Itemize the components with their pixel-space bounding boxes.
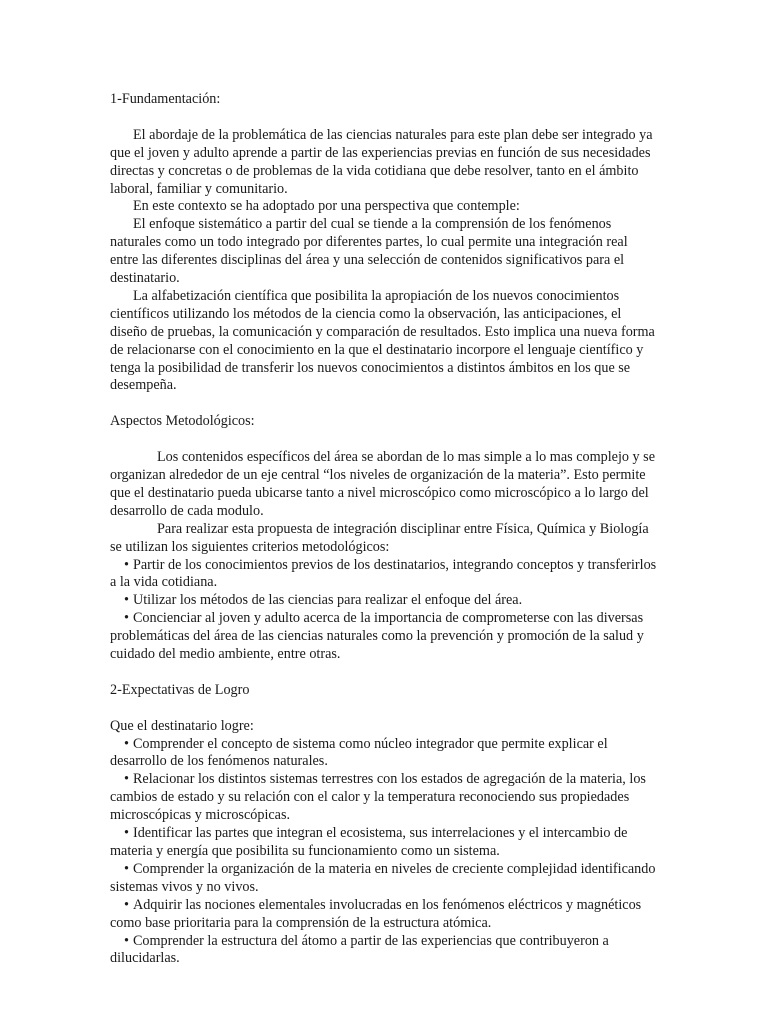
list-item — [110, 825, 658, 861]
list-item-text: Partir de los conocimientos previos de los destinatarios, integrando conceptos y transferirlos a la vida cotidiana. — [110, 556, 657, 591]
bullet-icon: • — [124, 556, 129, 573]
paragraph: El abordaje de la problemática de las ciencias naturales para este plan debe ser integrado ya que el joven y adulto aprende a partir de las experiencias previas en función de sus necesidades directas y concretas o de problemas de la vida cotidiana que debe resolver, tanto en el ámbito laboral, familiar y comunitario. — [110, 126, 653, 197]
paragraph: El enfoque sistemático a partir del cual se tiende a la comprensión de los fenómenos naturales como un todo integrado por diferentes partes, lo cual permite una integración real entre las diferentes disciplinas del área y una selección de contenidos significativos para el destinatario. — [110, 216, 628, 287]
list-item-text: Adquirir las nociones elementales involucradas en los fenómenos eléctricos y magnéticos como base prioritaria para la comprensión de la estructura atómica. — [110, 896, 642, 931]
list-item-text: Comprender la organización de la materia en niveles de creciente complejidad identificando sistemas vivos y no vivos. — [110, 860, 656, 895]
bullet-icon: • — [124, 735, 129, 752]
paragraph: Para realizar esta propuesta de integración disciplinar entre Física, Química y Biología se utilizan los siguientes criterios metodológicos: — [110, 520, 649, 555]
bullet-icon: • — [124, 771, 129, 788]
bullet-icon: • — [124, 610, 129, 627]
list-item-text: Concienciar al joven y adulto acerca de la importancia de comprometerse con las diversas problemáticas del área de las ciencias naturales como la prevención y promoción de la salud y cuidado del medio ambiente, entre otras. — [110, 610, 644, 663]
list-item — [110, 736, 658, 772]
paragraph: Los contenidos específicos del área se abordan de lo mas simple a lo mas complejo y se organizan alrededor de un eje central “los niveles de organización de la materia”. Esto permite que el destinatario pueda ubicarse tanto a nivel microscópico como microscópico a lo largo del desarrollo de cada modulo. — [110, 449, 655, 519]
bullet-icon: • — [124, 592, 129, 609]
paragraph: La alfabetización científica que posibilita la apropiación de los nuevos conocimientos científicos utilizando los métodos de la ciencia como la observación, las anticipaciones, el diseño de pruebas, la comunicación y comparación de resultados. Esto implica una nueva forma de relacionarse con el conocimiento en la que el destinatario incorpore el lenguaje científico y tenga la posibilidad de transferir los nuevos conocimientos a distintos ámbitos en los que se desempeña. — [110, 287, 655, 394]
paragraph: En este contexto se ha adoptado por una perspectiva que contemple: — [133, 198, 520, 215]
list-item — [110, 557, 658, 593]
list-item-text: Comprender el concepto de sistema como núcleo integrador que permite explicar el desarrollo de los fenómenos naturales. — [110, 735, 608, 770]
bullet-icon: • — [124, 825, 129, 842]
bullet-icon: • — [124, 932, 129, 949]
list-item-text: Utilizar los métodos de las ciencias para realizar el enfoque del área. — [132, 592, 523, 609]
list-item — [110, 897, 658, 933]
document-page — [110, 91, 658, 968]
list-item — [110, 933, 658, 969]
list-item-text: Relacionar los distintos sistemas terrestres con los estados de agregación de la materia, los cambios de estado y su relación con el calor y la temperatura reconociendo sus propiedades microscópicas y microscópicas. — [110, 771, 646, 824]
bullet-icon: • — [124, 860, 129, 877]
section-heading-metodologicos: Aspectos Metodológicos: — [110, 413, 255, 430]
bullet-icon: • — [124, 896, 129, 913]
list-item — [110, 610, 658, 664]
list-item — [110, 592, 658, 610]
paragraph: Que el destinatario logre: — [110, 717, 254, 734]
section-heading-expectativas: 2-Expectativas de Logro — [110, 681, 250, 698]
section-heading-fundamentacion: 1-Fundamentación: — [110, 91, 221, 107]
list-item-text: Comprender la estructura del átomo a partir de las experiencias que contribuyeron a dilucidarlas. — [110, 932, 609, 967]
list-item — [110, 861, 658, 897]
list-item-text: Identificar las partes que integran el ecosistema, sus interrelaciones y el intercambio de materia y energía que posibilita su funcionamiento como un sistema. — [110, 825, 628, 859]
list-item — [110, 771, 658, 825]
